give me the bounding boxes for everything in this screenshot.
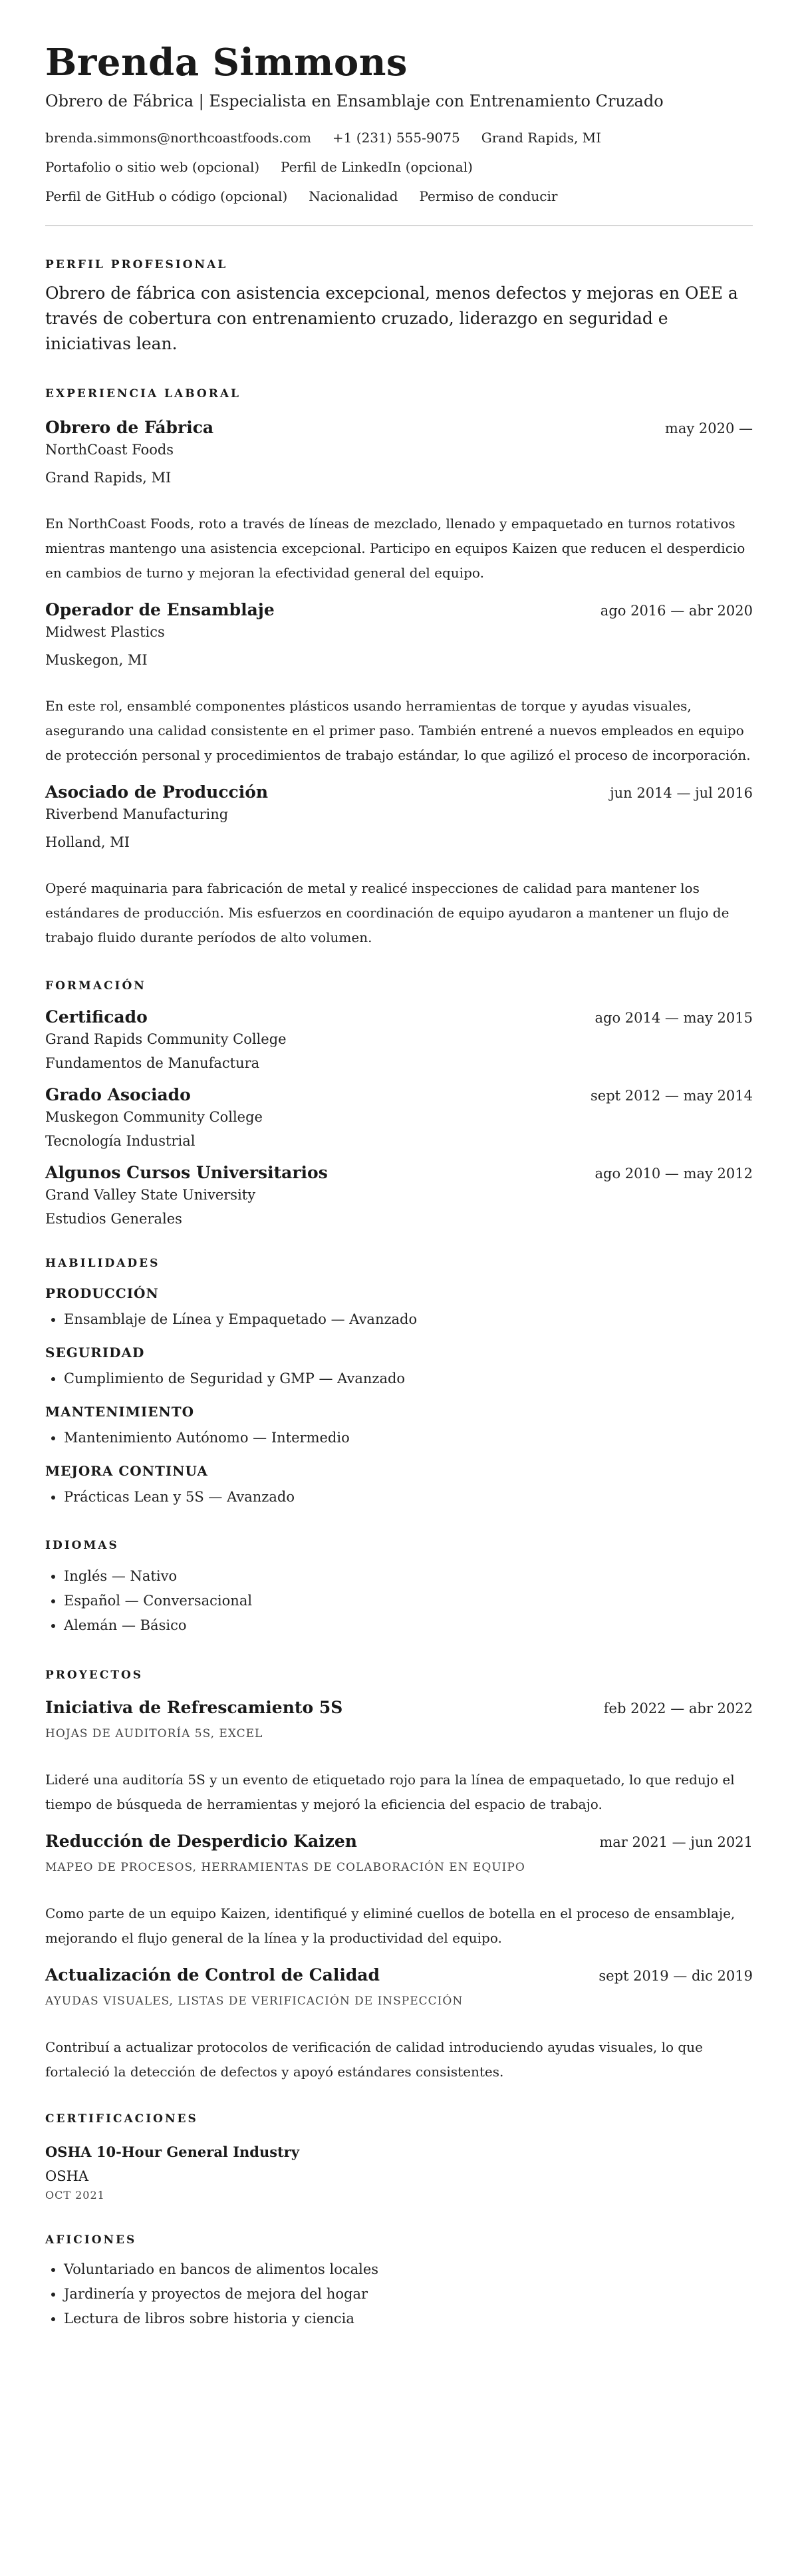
project-dates: feb 2022 — abr 2022 [603, 1700, 753, 1716]
hobby-item: • Voluntariado en bancos de alimentos locales [64, 2257, 753, 2282]
experience-section [45, 386, 753, 950]
hobby-item: • Lectura de libros sobre historia y ciencia [64, 2307, 753, 2331]
skill-item: • Cumplimiento de Seguridad y GMP — Avanzado [64, 1367, 753, 1391]
section-title: AFICIONES [45, 2233, 137, 2247]
job-location: Grand Rapids, MI [45, 470, 172, 486]
contact-github[interactable]: Perfil de GitHub o código (opcional) [45, 188, 288, 204]
section-title: FORMACIÓN [45, 979, 146, 993]
skill-group-title: MEJORA CONTINUA [45, 1463, 208, 1479]
skill-group [45, 1283, 753, 1332]
job-description: En este rol, ensamblé componentes plásticos usando herramientas de torque y ayudas visuales, asegurando una calidad consistente en el primer paso. También entrené a nuevos empleados en equipo de protección personal y procedimientos de trabajo estándar, lo que agilizó el proceso de incorporación. [45, 698, 751, 763]
project-dates: sept 2019 — dic 2019 [598, 1968, 753, 1984]
project-description: Como parte de un equipo Kaizen, identifiqué y eliminé cuellos de botella en el proceso de ensamblaje, mejorando el flujo general de la línea y la productividad del equipo. [45, 1905, 735, 1946]
contact-portfolio[interactable]: Portafolio o sitio web (opcional) [45, 159, 260, 175]
job-dates: may 2020 — [664, 420, 753, 436]
job-location: Holland, MI [45, 834, 130, 850]
school-name: Grand Valley State University [45, 1187, 256, 1203]
contact-email[interactable]: brenda.simmons@northcoastfoods.com [45, 130, 311, 146]
project-item [45, 1696, 753, 1817]
section-title: EXPERIENCIA LABORAL [45, 387, 241, 401]
project-dates: mar 2021 — jun 2021 [599, 1834, 753, 1850]
degree-dates: ago 2014 — may 2015 [595, 1010, 753, 1026]
job-description: Operé maquinaria para fabricación de metal y realicé inspecciones de calidad para mantener los estándares de producción. Mis esfuerzos en coordinación de equipo ayudaron a mantener un flujo de trabajo fluido durante períodos de alto volumen. [45, 880, 730, 945]
study-field: Tecnología Industrial [45, 1133, 196, 1149]
section-title: CERTIFICACIONES [45, 2112, 198, 2126]
project-name: Reducción de Desperdicio Kaizen [45, 1832, 357, 1851]
skills-section [45, 1255, 753, 1510]
contact-license: Permiso de conducir [419, 188, 558, 204]
project-item [45, 1964, 753, 2084]
summary-section [45, 257, 753, 357]
experience-item [45, 781, 753, 950]
section-title: IDIOMAS [45, 1539, 119, 1552]
project-name: Actualización de Control de Calidad [45, 1965, 380, 1985]
skill-group [45, 1402, 753, 1450]
education-item [45, 1084, 753, 1151]
certifications-section [45, 2111, 753, 2204]
candidate-name: Brenda Simmons [45, 41, 408, 84]
skill-item: • Prácticas Lean y 5S — Avanzado [64, 1485, 753, 1510]
school-name: Grand Rapids Community College [45, 1031, 287, 1047]
contact-phone[interactable]: +1 (231) 555-9075 [332, 130, 460, 146]
candidate-headline: Obrero de Fábrica | Especialista en Ensamblaje con Entrenamiento Cruzado [45, 92, 664, 110]
skill-item: • Ensamblaje de Línea y Empaquetado — Avanzado [64, 1307, 753, 1332]
contact-nationality: Nacionalidad [309, 188, 398, 204]
contact-row [45, 157, 753, 177]
contact-location: Grand Rapids, MI [481, 130, 602, 146]
project-tech: HOJAS DE AUDITORÍA 5S, EXCEL [45, 1727, 263, 1740]
section-title: PERFIL PROFESIONAL [45, 258, 228, 271]
contact-row [45, 186, 753, 206]
section-title: PROYECTOS [45, 1669, 144, 1682]
education-item [45, 1162, 753, 1229]
skill-group [45, 1461, 753, 1510]
job-company: NorthCoast Foods [45, 442, 174, 458]
section-title: HABILIDADES [45, 1257, 160, 1270]
certification-item [45, 2142, 753, 2204]
job-location: Muskegon, MI [45, 652, 148, 668]
degree-name: Algunos Cursos Universitarios [45, 1163, 328, 1182]
job-title: Obrero de Fábrica [45, 418, 214, 437]
language-item: • Inglés — Nativo [64, 1564, 753, 1589]
experience-item [45, 599, 753, 768]
header-divider [45, 225, 753, 226]
job-description: En NorthCoast Foods, roto a través de líneas de mezclado, llenado y empaquetado en turnos rotativos mientras mantengo una asistencia excepcional. Participo en equipos Kaizen que reducen el desperdicio en cambios de turno y mejoran la efectividad general del equipo. [45, 516, 745, 581]
skill-group-title: PRODUCCIÓN [45, 1285, 159, 1301]
language-item: • Español — Conversacional [64, 1589, 753, 1613]
project-tech: MAPEO DE PROCESOS, HERRAMIENTAS DE COLABORACIÓN EN EQUIPO [45, 1861, 525, 1874]
project-name: Iniciativa de Refrescamiento 5S [45, 1698, 343, 1717]
contact-linkedin[interactable]: Perfil de LinkedIn (opcional) [281, 159, 473, 175]
hobbies-section [45, 2232, 753, 2331]
degree-dates: ago 2010 — may 2012 [595, 1166, 753, 1182]
project-description: Contribuí a actualizar protocolos de verificación de calidad introduciendo ayudas visuales, lo que fortaleció la detección de defectos y apoyó estándares consistentes. [45, 2039, 703, 2080]
projects-section [45, 1667, 753, 2084]
education-section [45, 978, 753, 1229]
summary-text: Obrero de fábrica con asistencia excepcional, menos defectos y mejoras en OEE a través de cobertura con entrenamiento cruzado, liderazgo en seguridad e iniciativas lean. [45, 283, 738, 353]
degree-name: Certificado [45, 1007, 148, 1027]
languages-section [45, 1537, 753, 1638]
project-item [45, 1830, 753, 1951]
skill-group [45, 1343, 753, 1391]
language-item: • Alemán — Básico [64, 1613, 753, 1638]
hobby-item: • Jardinería y proyectos de mejora del hogar [64, 2282, 753, 2307]
school-name: Muskegon Community College [45, 1109, 263, 1125]
certification-date: OCT 2021 [45, 2189, 105, 2201]
study-field: Fundamentos de Manufactura [45, 1055, 260, 1071]
project-tech: AYUDAS VISUALES, LISTAS DE VERIFICACIÓN DE INSPECCIÓN [45, 1995, 464, 2008]
job-dates: jun 2014 — jul 2016 [610, 785, 753, 801]
skill-group-title: SEGURIDAD [45, 1345, 145, 1361]
degree-dates: sept 2012 — may 2014 [591, 1088, 753, 1104]
job-company: Midwest Plastics [45, 624, 165, 640]
project-description: Lideré una auditoría 5S y un evento de etiquetado rojo para la línea de empaquetado, lo que redujo el tiempo de búsqueda de herramientas y mejoró la eficiencia del espacio de trabajo. [45, 1772, 735, 1812]
job-company: Riverbend Manufacturing [45, 806, 229, 822]
certification-name: OSHA 10-Hour General Industry [45, 2144, 300, 2160]
experience-item [45, 416, 753, 585]
job-dates: ago 2016 — abr 2020 [600, 603, 753, 619]
contact-row [45, 128, 753, 148]
skill-item: • Mantenimiento Autónomo — Intermedio [64, 1426, 753, 1450]
study-field: Estudios Generales [45, 1211, 182, 1227]
skill-group-title: MANTENIMIENTO [45, 1404, 195, 1420]
job-title: Asociado de Producción [45, 782, 269, 802]
certification-issuer: OSHA [45, 2168, 89, 2184]
degree-name: Grado Asociado [45, 1085, 191, 1104]
education-item [45, 1006, 753, 1073]
job-title: Operador de Ensamblaje [45, 600, 275, 619]
